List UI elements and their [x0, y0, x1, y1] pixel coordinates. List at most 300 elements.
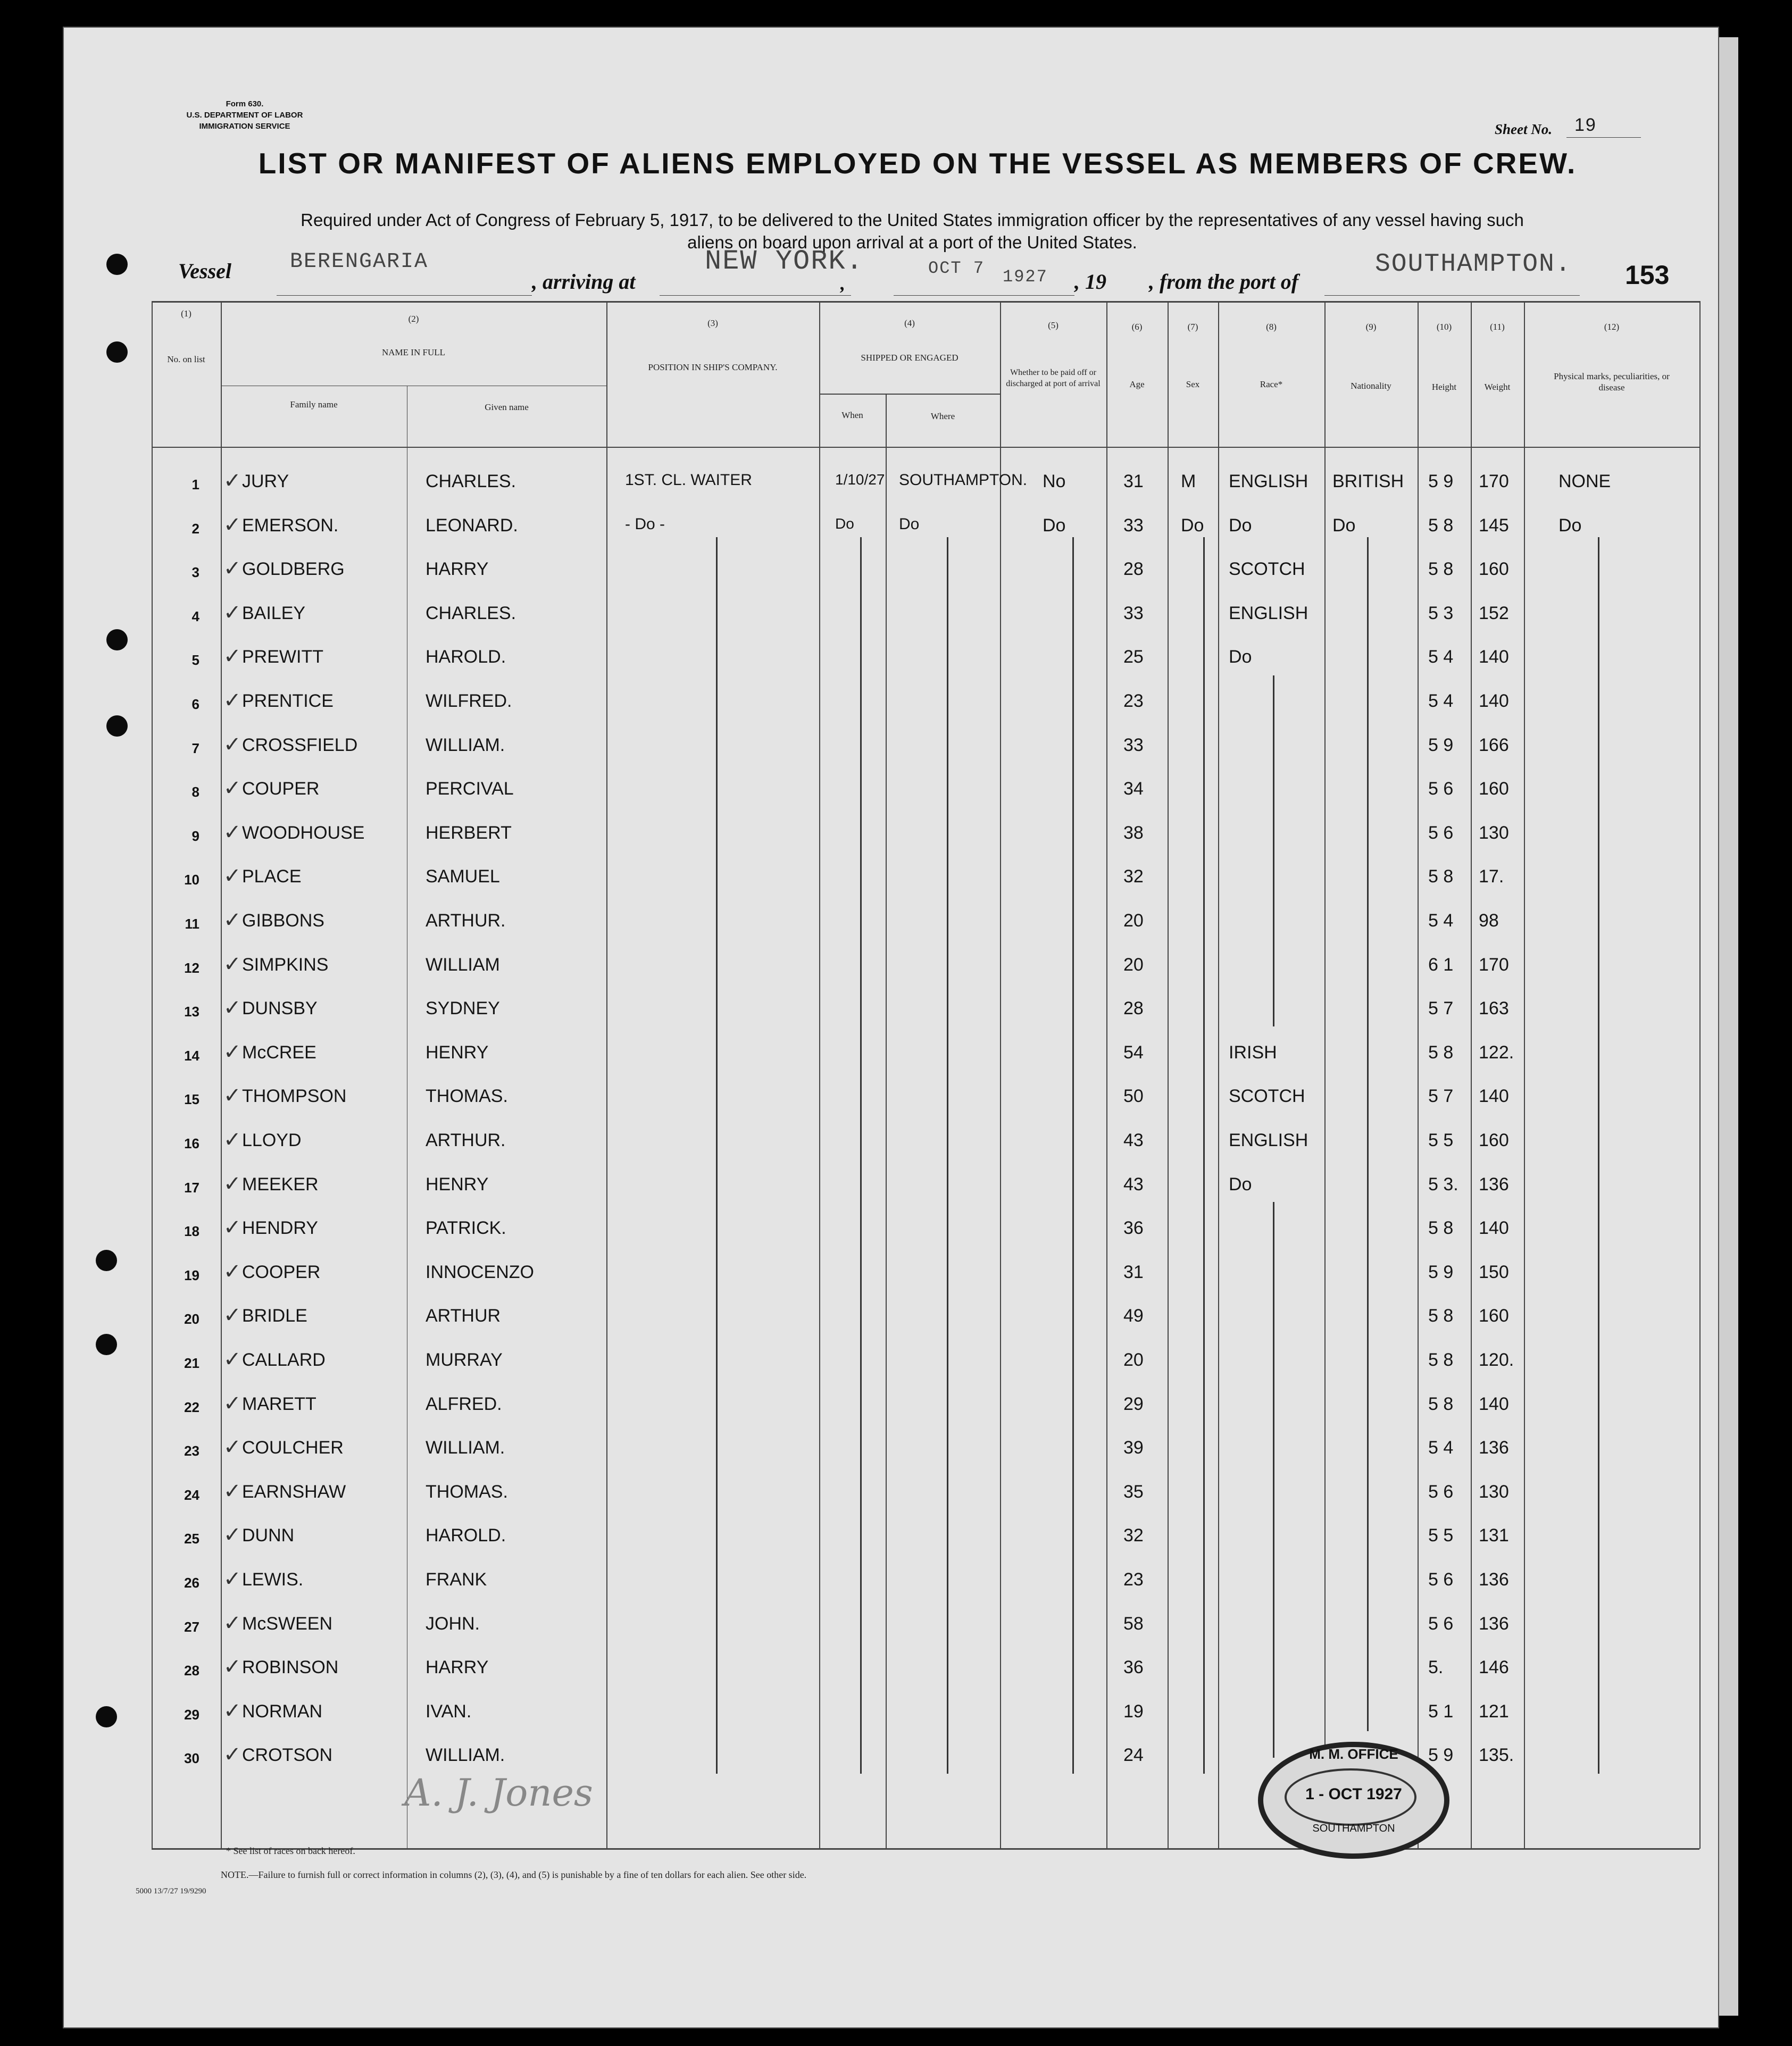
print-code: 5000 13/7/27 19/9290 — [136, 1887, 206, 1895]
row-number: 2 — [191, 520, 199, 537]
col-10-number: (10) — [1436, 322, 1452, 332]
height: 5 4 — [1428, 1438, 1454, 1458]
row-number: 27 — [184, 1618, 199, 1635]
given-name: CHARLES. — [426, 603, 516, 623]
check-mark-icon: ✓ — [223, 512, 241, 537]
given-name: ALFRED. — [426, 1393, 502, 1414]
given-name: MURRAY — [426, 1350, 503, 1370]
department-name: U.S. DEPARTMENT OF LABOR — [186, 111, 303, 120]
given-name: PERCIVAL — [426, 779, 514, 799]
family-name: GIBBONS — [242, 911, 324, 931]
family-name: GOLDBERG — [242, 559, 345, 580]
weight: 140 — [1479, 691, 1509, 711]
age: 35 — [1123, 1481, 1144, 1502]
given-name: HAROLD. — [426, 1525, 506, 1546]
given-name: PATRICK. — [426, 1218, 506, 1239]
col-when: When — [841, 410, 863, 420]
weight: 145 — [1479, 515, 1509, 536]
row-number: 28 — [184, 1663, 199, 1679]
weight: 140 — [1479, 1218, 1509, 1239]
arrival-port: NEW YORK. — [705, 246, 864, 277]
age: 31 — [1123, 471, 1144, 491]
row-number: 26 — [184, 1575, 199, 1591]
family-name: ROBINSON — [242, 1657, 339, 1678]
age: 20 — [1123, 1350, 1144, 1370]
height: 5 1 — [1428, 1701, 1454, 1722]
ditto-line-race — [1273, 675, 1274, 1026]
height: 5 9 — [1428, 1262, 1454, 1282]
age: 32 — [1123, 1525, 1144, 1546]
from-label: , from the port of — [1149, 270, 1299, 294]
col-9-number: (9) — [1365, 322, 1377, 332]
subtitle-line-1: Required under Act of Congress of February 5, 1917, to be delivered to the United States immigration officer by the representatives of any vessel having such — [301, 210, 1524, 230]
height: 5 6 — [1428, 1569, 1454, 1590]
height: 5 8 — [1428, 1042, 1454, 1063]
family-name: EMERSON. — [242, 515, 339, 536]
col-position: POSITION IN SHIP'S COMPANY. — [648, 362, 778, 372]
check-mark-icon: ✓ — [223, 1128, 241, 1151]
col-age: Age — [1129, 379, 1145, 389]
weight: 160 — [1479, 1130, 1509, 1150]
check-mark-icon: ✓ — [223, 556, 241, 581]
sex: M — [1181, 471, 1196, 491]
weight: 140 — [1479, 1086, 1509, 1107]
check-mark-icon: ✓ — [223, 1347, 241, 1371]
document-title: LIST OR MANIFEST OF ALIENS EMPLOYED ON THE VESSEL AS MEMBERS OF CREW. — [258, 147, 1577, 180]
family-name: EARNSHAW — [242, 1481, 346, 1502]
weight: 130 — [1479, 822, 1509, 843]
age: 33 — [1123, 734, 1144, 755]
departure-port: SOUTHAMPTON. — [1375, 250, 1572, 279]
given-name: WILFRED. — [426, 691, 512, 711]
family-name: COUPER — [242, 779, 320, 799]
row-number: 8 — [191, 784, 199, 800]
given-name: HERBERT — [426, 822, 512, 843]
nationality: Do — [1332, 515, 1356, 536]
punch-hole — [106, 341, 128, 363]
height: 5 6 — [1428, 1613, 1454, 1634]
engaged-where: Do — [899, 515, 920, 533]
family-name: COOPER — [242, 1262, 321, 1282]
family-name: BAILEY — [242, 603, 306, 623]
penalty-note: NOTE.—Failure to furnish full or correct information in columns (2), (3), (4), and (5) is punishable by a fine of ten dollars for each alien. See other side. — [221, 1869, 807, 1880]
check-mark-icon: ✓ — [223, 1259, 241, 1283]
check-mark-icon: ✓ — [223, 776, 241, 800]
family-name: CROSSFIELD — [242, 734, 358, 755]
col-7-number: (7) — [1187, 322, 1198, 332]
race: ENGLISH — [1229, 603, 1308, 623]
age: 32 — [1123, 866, 1144, 887]
given-name: FRANK — [426, 1569, 487, 1590]
signature: A. J. Jones — [404, 1771, 593, 1815]
age: 23 — [1123, 1569, 1144, 1590]
col-1-number: (1) — [181, 308, 191, 319]
physical-marks: NONE — [1558, 471, 1611, 491]
height: 5 6 — [1428, 1481, 1454, 1502]
check-mark-icon: ✓ — [223, 1479, 241, 1503]
race: Do — [1229, 515, 1252, 536]
row-number: 21 — [184, 1355, 199, 1371]
col-weight: Weight — [1484, 382, 1511, 392]
given-name: ARTHUR. — [426, 1130, 506, 1150]
engaged-where: SOUTHAMPTON. — [899, 471, 1028, 489]
col-physical-marks: Physical marks, peculiarities, or disease — [1554, 371, 1670, 393]
col-paid-off: Whether to be paid off or discharged at port of arrival — [1006, 368, 1101, 388]
row-number: 22 — [184, 1399, 199, 1415]
check-mark-icon: ✓ — [223, 1215, 241, 1240]
row-number: 17 — [184, 1179, 199, 1196]
age: 50 — [1123, 1086, 1144, 1107]
given-name: SAMUEL — [426, 866, 500, 887]
given-name: WILLIAM. — [426, 734, 505, 755]
punch-hole — [106, 254, 128, 275]
age: 36 — [1123, 1218, 1144, 1239]
row-number: 25 — [184, 1531, 199, 1547]
age: 33 — [1123, 603, 1144, 623]
engaged-when: Do — [835, 515, 854, 532]
paid-off: No — [1043, 471, 1066, 491]
height: 5 3. — [1428, 1174, 1458, 1195]
family-name: COULCHER — [242, 1438, 344, 1458]
given-name: LEONARD. — [426, 515, 518, 536]
nationality: BRITISH — [1332, 471, 1404, 491]
weight: 136 — [1479, 1174, 1509, 1195]
given-name: THOMAS. — [426, 1481, 508, 1502]
document-subtitle — [160, 209, 1665, 254]
row-number: 5 — [191, 652, 199, 669]
age: 36 — [1123, 1657, 1144, 1678]
family-name: NORMAN — [242, 1701, 323, 1722]
family-name: MEEKER — [242, 1174, 319, 1195]
col-name-in-full: NAME IN FULL — [382, 347, 445, 357]
engaged-when: 1/10/27 — [835, 471, 885, 488]
row-number: 12 — [184, 959, 199, 976]
family-name: LEWIS. — [242, 1569, 304, 1590]
row-number: 11 — [185, 916, 199, 932]
height: 5 5 — [1428, 1525, 1454, 1546]
vessel-label: Vessel — [178, 259, 231, 283]
row-number: 23 — [184, 1443, 199, 1459]
family-name: HENDRY — [242, 1218, 318, 1239]
age: 58 — [1123, 1613, 1144, 1634]
ditto-line-where — [947, 537, 948, 1774]
check-mark-icon: ✓ — [223, 820, 241, 844]
stamp-date: 1 - OCT 1927 — [1305, 1785, 1402, 1803]
check-mark-icon: ✓ — [223, 1698, 241, 1723]
check-mark-icon: ✓ — [223, 1435, 241, 1459]
sheet-label: Sheet No. — [1495, 121, 1552, 137]
height: 5 7 — [1428, 998, 1454, 1019]
punch-hole — [106, 715, 128, 737]
age: 20 — [1123, 911, 1144, 931]
family-name: PRENTICE — [242, 691, 334, 711]
height: 5 4 — [1428, 647, 1454, 667]
check-mark-icon: ✓ — [223, 644, 241, 669]
height: 5 8 — [1428, 1218, 1454, 1239]
weight: 140 — [1479, 1393, 1509, 1414]
punch-hole — [96, 1334, 117, 1355]
row-number: 3 — [191, 564, 199, 581]
ditto-line-nationality — [1367, 537, 1369, 1731]
row-number: 24 — [184, 1487, 199, 1503]
row-number: 19 — [184, 1267, 199, 1283]
col-11-number: (11) — [1490, 322, 1505, 332]
check-mark-icon: ✓ — [223, 1303, 241, 1327]
family-name: THOMPSON — [242, 1086, 347, 1107]
arrival-year-stamp: 1927 — [1003, 267, 1048, 287]
col-8-number: (8) — [1266, 322, 1277, 332]
given-name: JOHN. — [426, 1613, 480, 1634]
family-name: BRIDLE — [242, 1306, 307, 1326]
given-name: ARTHUR. — [426, 911, 506, 931]
race: Do — [1229, 1174, 1252, 1195]
ditto-line-race — [1273, 1202, 1274, 1758]
height: 5 8 — [1428, 559, 1454, 580]
col-height: Height — [1431, 382, 1457, 392]
row-number: 10 — [184, 872, 199, 888]
weight: 135. — [1479, 1745, 1514, 1766]
row-number: 18 — [184, 1223, 199, 1240]
row-number: 29 — [184, 1706, 199, 1723]
family-name: PREWITT — [242, 647, 323, 667]
height: 5 6 — [1428, 822, 1454, 843]
family-name: CROTSON — [242, 1745, 332, 1766]
page-number: 153 — [1625, 260, 1670, 290]
family-name: SIMPKINS — [242, 954, 329, 975]
height: 5 8 — [1428, 1306, 1454, 1326]
age: 38 — [1123, 822, 1144, 843]
stamp-top-text: M. M. OFFICE — [1309, 1746, 1398, 1762]
height: 5 8 — [1428, 515, 1454, 536]
check-mark-icon: ✓ — [223, 600, 241, 624]
ditto-line-position — [716, 537, 718, 1774]
age: 34 — [1123, 779, 1144, 799]
height: 5 5 — [1428, 1130, 1454, 1150]
given-name: CHARLES. — [426, 471, 516, 491]
ditto-line-when — [860, 537, 862, 1774]
ditto-line-marks — [1598, 537, 1599, 1774]
age: 39 — [1123, 1438, 1144, 1458]
weight: 152 — [1479, 603, 1509, 623]
year-label: , 19 — [1074, 270, 1106, 294]
weight: 140 — [1479, 647, 1509, 667]
check-mark-icon: ✓ — [223, 1039, 241, 1064]
row-number: 14 — [184, 1047, 199, 1064]
age: 28 — [1123, 559, 1144, 580]
given-name: HARRY — [426, 559, 489, 580]
position: 1ST. CL. WAITER — [625, 471, 752, 489]
row-number: 30 — [184, 1750, 199, 1767]
punch-hole — [96, 1706, 117, 1727]
family-name: DUNN — [242, 1525, 295, 1546]
age: 43 — [1123, 1174, 1144, 1195]
col-nationality: Nationality — [1351, 381, 1391, 391]
weight: 166 — [1479, 734, 1509, 755]
height: 5. — [1428, 1657, 1444, 1678]
age: 23 — [1123, 691, 1144, 711]
weight: 131 — [1479, 1525, 1509, 1546]
check-mark-icon: ✓ — [223, 1567, 241, 1591]
weight: 98 — [1479, 911, 1499, 931]
stamp-bottom-text: SOUTHAMPTON — [1312, 1823, 1395, 1834]
col-race: Race* — [1260, 379, 1283, 389]
family-name: MARETT — [242, 1393, 316, 1414]
row-number: 13 — [184, 1004, 199, 1020]
check-mark-icon: ✓ — [223, 1083, 241, 1108]
height: 5 4 — [1428, 691, 1454, 711]
height: 5 4 — [1428, 911, 1454, 931]
height: 5 9 — [1428, 471, 1454, 491]
height: 5 6 — [1428, 779, 1454, 799]
col-sex: Sex — [1186, 379, 1200, 389]
given-name: IVAN. — [426, 1701, 472, 1722]
ditto-line-paid — [1072, 537, 1074, 1774]
row-number: 6 — [191, 696, 199, 712]
given-name: HENRY — [426, 1042, 489, 1063]
height: 5 7 — [1428, 1086, 1454, 1107]
vessel-name: BERENGARIA — [290, 250, 429, 274]
family-name: DUNSBY — [242, 998, 318, 1019]
check-mark-icon: ✓ — [223, 1171, 241, 1196]
given-name: HENRY — [426, 1174, 489, 1195]
race: Do — [1229, 647, 1252, 667]
age: 28 — [1123, 998, 1144, 1019]
paid-off: Do — [1043, 515, 1066, 536]
check-mark-icon: ✓ — [223, 688, 241, 712]
form-header — [176, 98, 314, 132]
punch-hole — [106, 629, 128, 650]
age: 29 — [1123, 1393, 1144, 1414]
check-mark-icon: ✓ — [223, 1610, 241, 1635]
age: 31 — [1123, 1262, 1144, 1282]
col-12-number: (12) — [1604, 322, 1620, 332]
given-name: SYDNEY — [426, 998, 500, 1019]
col-no-on-list: No. on list — [167, 354, 205, 364]
race: ENGLISH — [1229, 471, 1308, 491]
height: 5 9 — [1428, 734, 1454, 755]
position: - Do - — [625, 515, 665, 533]
sheet-number: 19 — [1574, 115, 1597, 135]
service-name: IMMIGRATION SERVICE — [199, 122, 290, 131]
height: 5 8 — [1428, 866, 1454, 887]
form-number: Form 630. — [226, 99, 264, 108]
weight: 120. — [1479, 1350, 1514, 1370]
weight: 160 — [1479, 779, 1509, 799]
age: 20 — [1123, 954, 1144, 975]
weight: 122. — [1479, 1042, 1514, 1063]
office-stamp — [1258, 1742, 1449, 1859]
height: 6 1 — [1428, 954, 1454, 975]
row-number: 15 — [184, 1091, 199, 1108]
col-given-name: Given name — [485, 402, 529, 412]
check-mark-icon: ✓ — [223, 1742, 241, 1767]
check-mark-icon: ✓ — [223, 864, 241, 888]
col-5-number: (5) — [1048, 320, 1058, 330]
given-name: ARTHUR — [426, 1306, 501, 1326]
races-note: * See list of races on back hereof. — [226, 1845, 355, 1856]
weight: 170 — [1479, 471, 1509, 491]
physical-marks: Do — [1558, 515, 1582, 536]
weight: 170 — [1479, 954, 1509, 975]
weight: 130 — [1479, 1481, 1509, 1502]
age: 43 — [1123, 1130, 1144, 1150]
col-3-number: (3) — [707, 318, 718, 328]
subtitle-line-2: aliens on board upon arrival at a port of the United States. — [687, 232, 1137, 252]
given-name: INNOCENZO — [426, 1262, 534, 1282]
weight: 136 — [1479, 1569, 1509, 1590]
race: SCOTCH — [1229, 1086, 1305, 1107]
family-name: JURY — [242, 471, 289, 491]
punch-hole — [96, 1250, 117, 1271]
age: 24 — [1123, 1745, 1144, 1766]
weight: 160 — [1479, 1306, 1509, 1326]
height: 5 8 — [1428, 1393, 1454, 1414]
check-mark-icon: ✓ — [223, 1391, 241, 1415]
weight: 163 — [1479, 998, 1509, 1019]
check-mark-icon: ✓ — [223, 996, 241, 1020]
arriving-label: , arriving at — [532, 270, 636, 294]
col-4-number: (4) — [904, 318, 915, 328]
given-name: HAROLD. — [426, 647, 506, 667]
sex: Do — [1181, 515, 1204, 536]
check-mark-icon: ✓ — [223, 1523, 241, 1547]
race: ENGLISH — [1229, 1130, 1308, 1150]
family-name: McCREE — [242, 1042, 316, 1063]
given-name: WILLIAM. — [426, 1438, 505, 1458]
weight: 136 — [1479, 1613, 1509, 1634]
row-number: 9 — [191, 828, 199, 844]
family-name: McSWEEN — [242, 1613, 332, 1634]
row-number: 1 — [191, 477, 199, 492]
ditto-line-sex — [1203, 537, 1205, 1774]
weight: 150 — [1479, 1262, 1509, 1282]
col-shipped-engaged: SHIPPED OR ENGAGED — [861, 353, 958, 363]
check-mark-icon: ✓ — [223, 908, 241, 932]
age: 54 — [1123, 1042, 1144, 1063]
family-name: PLACE — [242, 866, 302, 887]
height: 5 9 — [1428, 1745, 1454, 1766]
check-mark-icon: ✓ — [223, 732, 241, 756]
given-name: HARRY — [426, 1657, 489, 1678]
col-where: Where — [930, 411, 955, 421]
weight: 136 — [1479, 1438, 1509, 1458]
arrival-date-stamp: OCT 7 — [928, 258, 985, 278]
race: SCOTCH — [1229, 559, 1305, 580]
check-mark-icon: ✓ — [223, 469, 241, 492]
given-name: THOMAS. — [426, 1086, 508, 1107]
weight: 146 — [1479, 1657, 1509, 1678]
given-name: WILLIAM — [426, 954, 500, 975]
height: 5 3 — [1428, 603, 1454, 623]
weight: 17. — [1479, 866, 1504, 887]
weight: 121 — [1479, 1701, 1509, 1722]
age: 25 — [1123, 647, 1144, 667]
check-mark-icon: ✓ — [223, 951, 241, 976]
col-family-name: Family name — [290, 399, 338, 410]
height: 5 8 — [1428, 1350, 1454, 1370]
given-name: WILLIAM. — [426, 1745, 505, 1766]
family-name: CALLARD — [242, 1350, 326, 1370]
check-mark-icon: ✓ — [223, 1655, 241, 1679]
age: 49 — [1123, 1306, 1144, 1326]
row-number: 16 — [184, 1135, 199, 1151]
weight: 160 — [1479, 559, 1509, 580]
row-number: 20 — [184, 1311, 199, 1327]
row-number: 4 — [191, 608, 199, 624]
col-2-number: (2) — [408, 314, 419, 324]
race: IRISH — [1229, 1042, 1277, 1063]
family-name: LLOYD — [242, 1130, 302, 1150]
